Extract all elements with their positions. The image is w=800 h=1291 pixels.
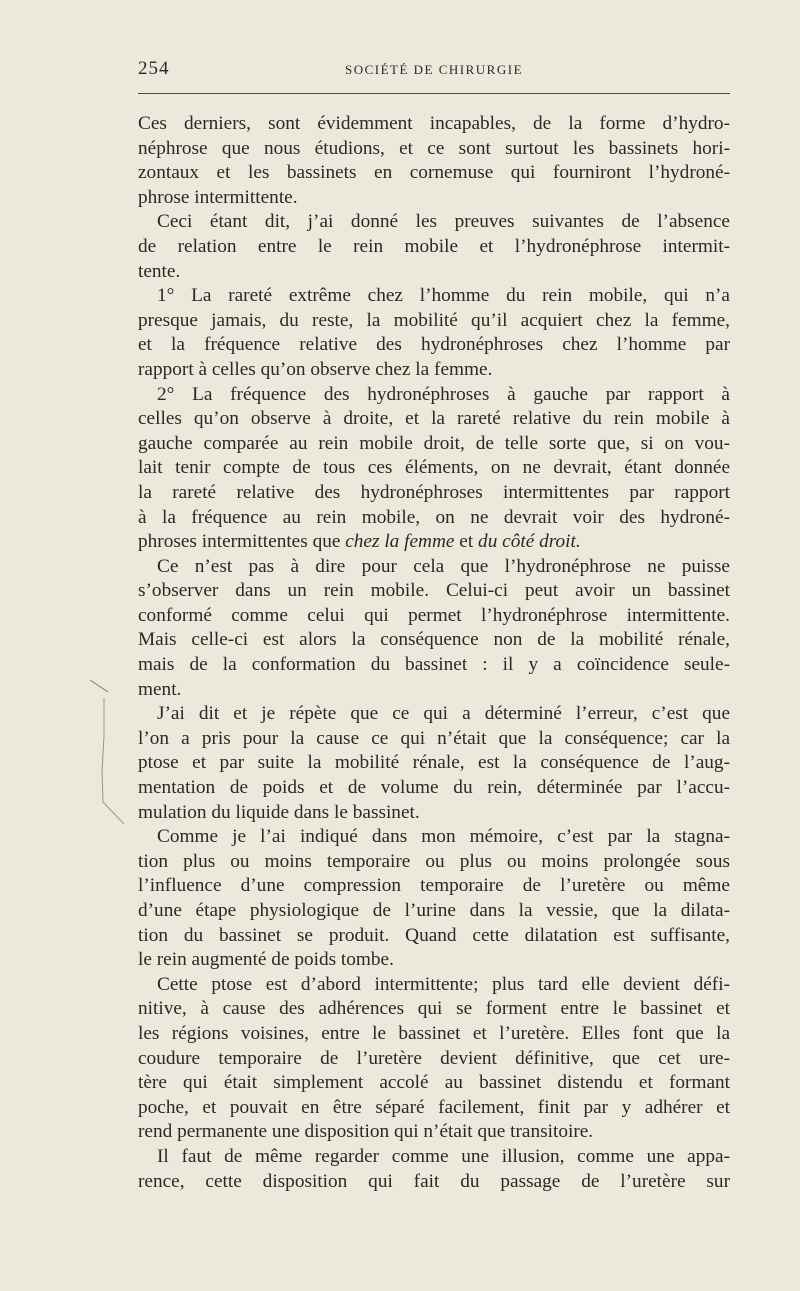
text-line: nitive, à cause des adhérences qui se forment entre le bassinet et [138,998,730,1020]
running-title: SOCIÉTÉ DE CHIRURGIE [344,62,524,77]
text-fragment: et [459,531,474,553]
text-line: s’observer dans un rein mobile. Celui-ci peut avoir un bassinet [138,580,730,602]
text-line: tion plus ou moins temporaire ou plus ou moins prolongée sous [138,850,730,872]
text-line: ptose et par suite la mobilité rénale, est la conséquence de l’aug- [138,752,730,774]
text-line: Mais celle-ci est alors la conséquence non de la mobilité rénale, [138,629,730,651]
italic-phrase: du côté droit. [478,531,581,553]
italic-phrase: chez la femme [345,531,455,553]
text-line: poche, et pouvait en être séparé facilement, finit par y adhérer et [138,1096,730,1118]
text-line: les régions voisines, entre le bassinet et l’uretère. Elles font que la [138,1022,730,1044]
text-line: Comme je l’ai indiqué dans mon mémoire, c’est par la stagna- [157,826,730,848]
text-line: rapport à celles qu’on observe chez la femme. [138,358,493,380]
margin-pencil-mark [88,676,128,826]
text-line: mais de la conformation du bassinet : il y a coïncidence seule- [138,654,730,676]
text-line: ment. [138,678,182,700]
text-line: conformé comme celui qui permet l’hydronéphrose intermittente. [138,604,730,626]
text-line: Ceci étant dit, j’ai donné les preuves suivantes de l’absence [157,211,730,233]
body-text [138,112,730,1194]
text-line: Cette ptose est d’abord intermittente; plus tard elle devient défi- [157,973,730,995]
text-line: tion du bassinet se produit. Quand cette dilatation est suffisante, [138,924,730,946]
text-line: J’ai dit et je répète que ce qui a déterminé l’erreur, c’est que [157,703,730,725]
text-line: Ces derniers, sont évidemment incapables, de la forme d’hydro- [138,113,730,134]
text-line: le rein augmenté de poids tombe. [138,949,394,971]
text-line: d’une étape physiologique de l’urine dans la vessie, que la dilata- [138,900,730,921]
text-line: l’influence d’une compression temporaire de l’uretère ou même [138,875,730,897]
page-number: 254 [138,58,170,79]
text-line: 2° La fréquence des hydronéphroses à gauche par rapport à [157,383,730,405]
text-line: lait tenir compte de tous ces éléments, on ne devrait, étant donnée [138,457,730,479]
text-line: et la fréquence relative des hydronéphroses chez l’homme par [138,334,730,356]
text-line: l’on a pris pour la cause ce qui n’était que la conséquence; car la [138,727,730,749]
header-rule [138,93,730,94]
text-line: rence, cette disposition qui fait du passage de l’uretère sur [138,1170,730,1192]
text-line: à la fréquence au rein mobile, on ne devrait voir des hydroné- [138,506,730,528]
text-line: celles qu’on observe à droite, et la rareté relative du rein mobile à [138,408,730,430]
text-line: de relation entre le rein mobile et l’hydronéphrose intermit- [138,235,730,257]
page-header [138,52,730,82]
text-line [138,530,730,555]
text-line: mulation du liquide dans le bassinet. [138,801,420,823]
text-line: tente. [138,260,181,282]
text-line: 1° La rareté extrême chez l’homme du rein mobile, qui n’a [157,285,730,307]
text-line: la rareté relative des hydronéphroses intermittentes par rapport [138,481,730,503]
text-line: mentation de poids et de volume du rein, déterminée par l’accu- [138,777,730,799]
text-line: zontaux et les bassinets en cornemuse qui fourniront l’hydroné- [138,162,730,184]
text-line: Ce n’est pas à dire pour cela que l’hydronéphrose ne puisse [157,555,730,577]
text-line: néphrose que nous étudions, et ce sont surtout les bassinets hori- [138,137,730,159]
text-fragment: phroses intermittentes que [138,531,341,553]
text-line: gauche comparée au rein mobile droit, de telle sorte que, si on vou- [138,432,730,454]
text-line: Il faut de même regarder comme une illusion, comme une appa- [157,1145,730,1167]
text-line: tère qui était simplement accolé au bassinet distendu et formant [138,1072,730,1094]
text-line: presque jamais, du reste, la mobilité qu’il acquiert chez la femme, [138,309,730,331]
text-line: rend permanente une disposition qui n’était que transitoire. [138,1121,594,1143]
text-line: coudure temporaire de l’uretère devient définitive, que cet ure- [138,1047,730,1069]
text-line: phrose intermittente. [138,186,298,208]
